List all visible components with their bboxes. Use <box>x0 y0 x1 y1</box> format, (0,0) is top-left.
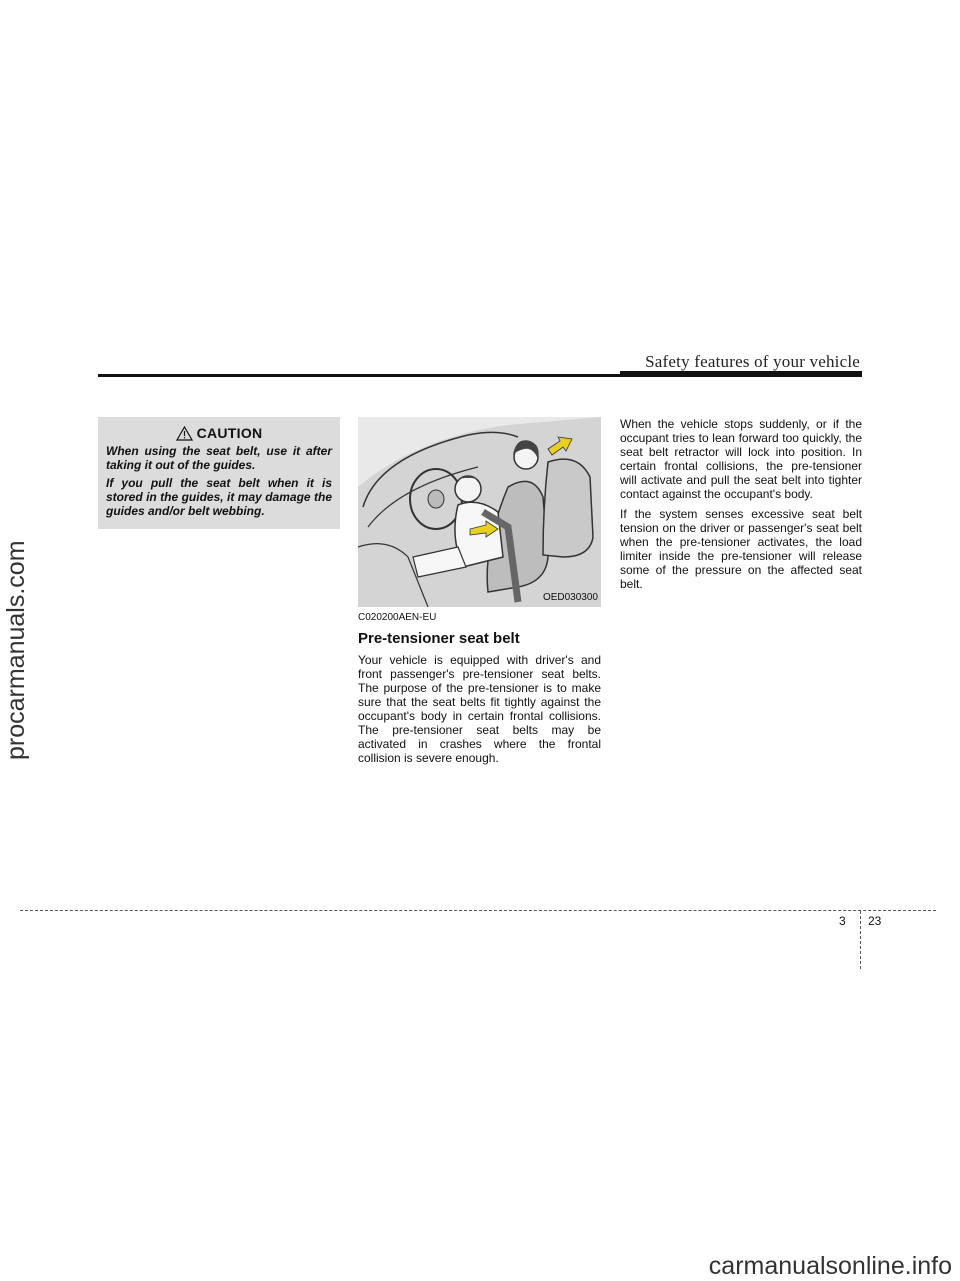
pretensioner-section <box>358 612 601 771</box>
footer-rule <box>20 910 936 911</box>
header-tab-bar <box>620 371 862 377</box>
caution-paragraph: When using the seat belt, use it after taking it out of the guides. <box>106 444 332 472</box>
caution-paragraph: If you pull the seat belt when it is stored in the guides, it may damage the guides and/or belt webbing. <box>106 476 332 518</box>
caution-header <box>106 425 332 441</box>
warning-triangle-icon <box>176 426 193 441</box>
bottom-watermark: carmanualsonline.info <box>708 1252 952 1280</box>
caution-title: CAUTION <box>196 425 263 441</box>
page-number: 23 <box>868 914 882 928</box>
section-title: Safety features of your vehicle <box>645 352 860 371</box>
section-heading: Pre-tensioner seat belt <box>358 630 520 647</box>
caution-box <box>98 417 340 529</box>
chapter-number: 3 <box>839 914 846 928</box>
footer-divider <box>860 911 861 969</box>
body-paragraph: If the system senses excessive seat belt tension on the driver or passenger's seat belt when the pre-tensioner activates, the load limiter inside the pre-tensioner will release some of the pressure on the affected seat belt. <box>620 507 862 591</box>
pretensioner-illustration <box>358 417 601 607</box>
body-paragraph: When the vehicle stops suddenly, or if the occupant tries to lean forward too quickly, the seat belt retractor will lock into position. In certain frontal collisions, the pre-tensioner will activate and pull the seat belt into tighter contact against the occupant's body. <box>620 417 862 501</box>
figure-code: OED030300 <box>542 592 598 603</box>
right-column <box>620 417 862 597</box>
side-watermark: procarmanuals.com <box>2 540 30 760</box>
reference-code: C020200AEN-EU <box>358 612 437 623</box>
body-paragraph: Your vehicle is equipped with driver's and front passenger's pre-tensioner seat belts. The purpose of the pre-tensioner is to make sure that the seat belts fit tightly against the occupant's body in certain frontal collisions. The pre-tensioner seat belts may be activated in crashes where the frontal collision is severe enough. <box>358 653 601 765</box>
